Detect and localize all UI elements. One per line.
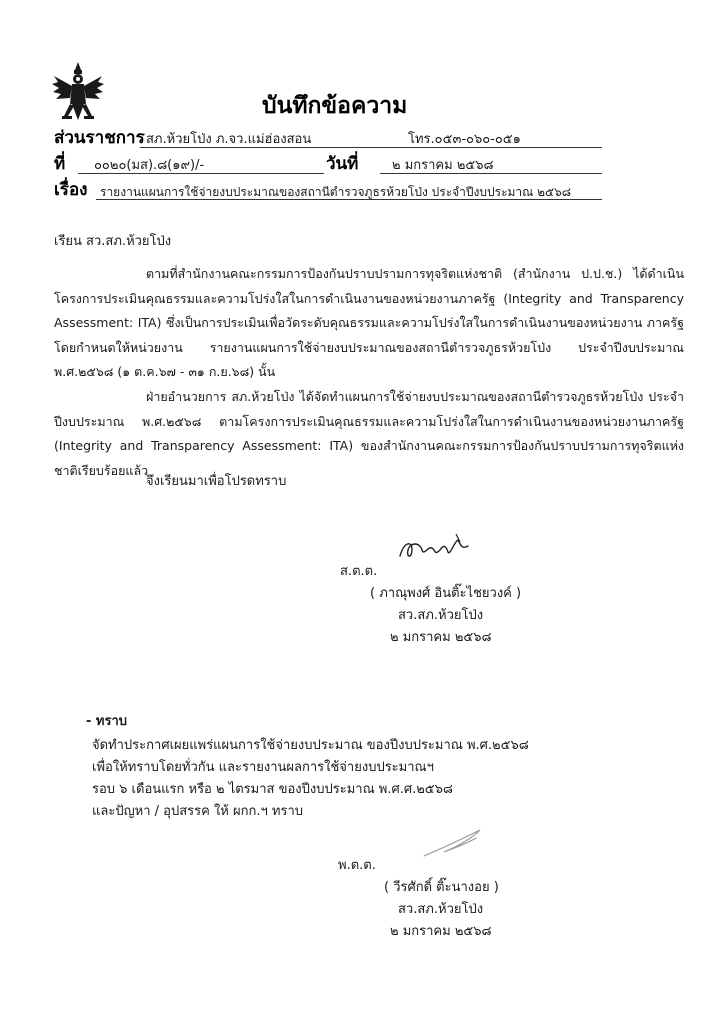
subject-value: รายงานแผนการใช้จ่ายงบประมาณของสถานีตำรวจภูธรห้วยโป่ง ประจำปีงบประมาณ ๒๕๖๘ (100, 185, 571, 199)
signer1-name: ( ภาณุพงศ์ อินติ๊ะไชยวงค์ ) (370, 586, 522, 601)
note-heading: - ทราบ (86, 714, 128, 729)
body-paragraph-2: ฝ่ายอำนวยการ สภ.ห้วยโป่ง ได้จัดทำแผนการใช้จ่ายงบประมาณของสถานีตำรวจภูธรห้วยโป่ง ประจำปีงบประมาณ พ.ศ.๒๕๖๘ ตามโครงการประเมินคุณธรรมและความโปร่งใสในการดำเนินงานของหน่วยงานภาครัฐ (Integrity and Transparency Assessment: ITA) ของสำนักงานคณะกรรมการป้องกันปราบปรามการทุจริตแห่งชาติเรียบร้อยแล้ว (54, 389, 684, 478)
signer1-rank: ส.ต.ต. (340, 564, 378, 579)
note-line: จัดทำประกาศเผยแพร่แผนการใช้จ่ายงบประมาณ ของปีงบประมาณ พ.ศ.๒๕๖๘ (92, 738, 529, 753)
agency-label: ส่วนราชการ (54, 128, 145, 148)
ref-label: ที่ (54, 154, 66, 174)
ref-value: ๐๐๒๐(มส).๘(๑๙)/- (94, 158, 205, 173)
signer2-name: ( วีรศักดิ์ ติ๊ะนางอย ) (384, 880, 499, 895)
signer2-position: สว.สภ.ห้วยโป่ง (398, 902, 484, 917)
subject-label: เรื่อง (54, 180, 88, 200)
note-line: และปัญหา / อุปสรรค ให้ ผกก.ฯ ทราบ (92, 804, 304, 819)
salutation: เรียน สว.สภ.ห้วยโป่ง (54, 234, 172, 249)
note-line: รอบ ๖ เดือนแรก หรือ ๒ ไตรมาส ของปีงบประมาณ พ.ศ.ศ.๒๕๖๘ (92, 782, 453, 797)
memo-title: บันทึกข้อความ (262, 93, 408, 119)
note-line: เพื่อให้ทราบโดยทั่วกัน และรายงานผลการใช้จ่ายงบประมาณฯ (92, 760, 434, 775)
body-paragraph-1: ตามที่สำนักงานคณะกรรมการป้องกันปราบปรามการทุจริตแห่งชาติ (สำนักงาน ป.ป.ช.) ได้ดำเนินโครงการประเมินคุณธรรมและความโปร่งใสในการดำเนินงานของหน่วยงานภาครัฐ (Integrity and Transparency Assessment: ITA) ซึ่งเป็นการประเมินเพื่อวัดระดับคุณธรรมและความโปร่งใสในการดำเนินงานของหน่วยงาน ภาครัฐโดยกำหนดให้หน่วยงาน รายงานแผนการใช้จ่ายงบประมาณของสถานีตำรวจภูธรห้วยโป่ง ประจำปีงบประมาณ พ.ศ.๒๕๖๘ (๑ ต.ค.๖๗ - ๓๑ ก.ย.๖๘) นั้น (54, 266, 684, 379)
signer2-date: ๒ มกราคม ๒๕๖๘ (390, 924, 492, 939)
phone-value: โทร.๐๕๓-๐๖๐-๐๕๑ (408, 132, 521, 147)
signer1-position: สว.สภ.ห้วยโป่ง (398, 608, 484, 623)
date-value: ๒ มกราคม ๒๕๖๘ (392, 158, 494, 173)
handwritten-signature-1 (394, 528, 474, 568)
handwritten-signature-2 (420, 826, 490, 860)
closing-line: จึงเรียนมาเพื่อโปรดทราบ (146, 474, 287, 489)
date-label: วันที่ (326, 154, 359, 174)
signer2-rank: พ.ต.ต. (338, 858, 376, 873)
agency-value: สภ.ห้วยโป่ง ภ.จว.แม่ฮ่องสอน (146, 132, 312, 147)
signer1-date: ๒ มกราคม ๒๕๖๘ (390, 630, 492, 645)
garuda-emblem (50, 60, 106, 124)
